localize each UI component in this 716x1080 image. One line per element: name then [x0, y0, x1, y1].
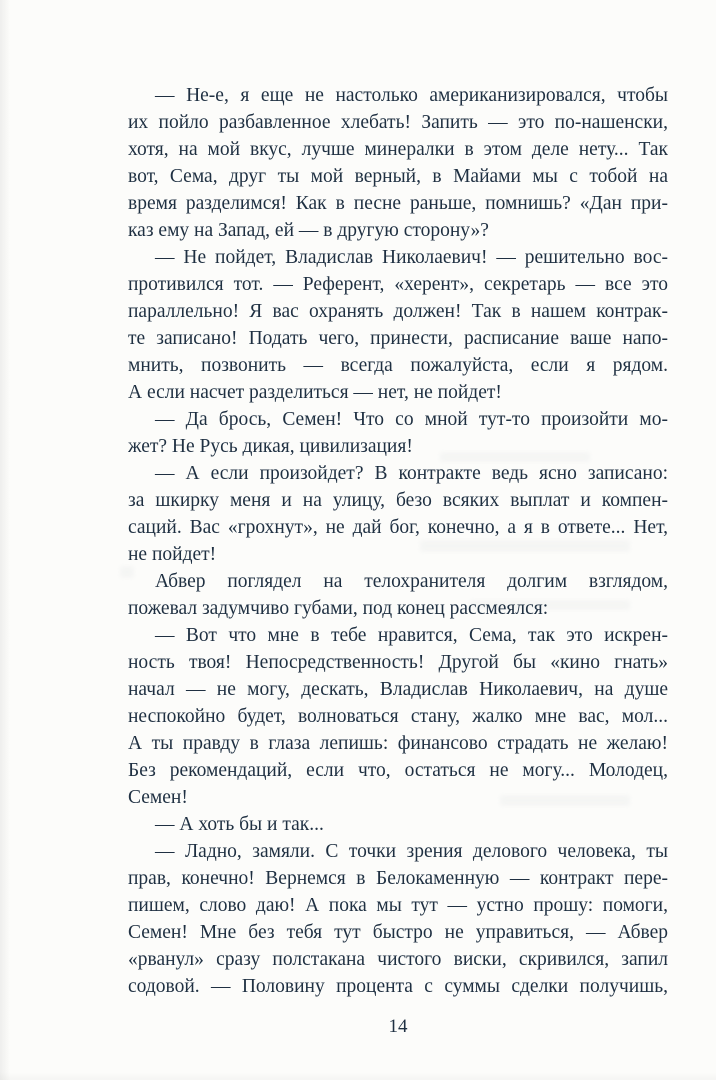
text-line: — Не-е, я еще не настолько американизировался, чтобы — [155, 85, 668, 106]
text-line: Без рекомендаций, если что, остаться не могу... Молодец, — [128, 760, 668, 781]
text-line: каз ему на Запад, ей — в другую сторону»? — [128, 220, 489, 241]
text-line: пожевал задумчиво губами, под конец рассмеялся: — [128, 598, 549, 619]
page-number: 14 — [388, 1016, 408, 1037]
paragraph — [128, 460, 668, 568]
paragraph — [128, 244, 668, 406]
text-line: начал — не могу, дескать, Владислав Николаевич, на душе — [128, 679, 668, 700]
paragraph — [128, 406, 668, 460]
text-line: противился тот. — Референт, «херент», секретарь — все это — [128, 274, 668, 295]
paragraph — [128, 82, 668, 244]
text-line: время разделимся! Как в песне раньше, помнишь? «Дан при- — [128, 193, 668, 214]
text-line: Абвер поглядел на телохранителя долгим взглядом, — [155, 571, 668, 592]
text-block — [128, 82, 668, 1000]
text-line: ность твоя! Непосредственность! Другой бы «кино гнать» — [128, 652, 668, 673]
text-line: неспокойно будет, волноваться стану, жалко мне вас, мол... — [128, 706, 668, 727]
text-line: жет? Не Русь дикая, цивилизация! — [128, 436, 413, 457]
text-line: мнить, позвонить — всегда пожалуйста, если я рядом. — [128, 355, 668, 376]
text-line: — Не пойдет, Владислав Николаевич! — решительно вос- — [155, 247, 668, 268]
text-line: «рванул» сразу полстакана чистого виски, скривился, запил — [128, 949, 668, 970]
scan-edge-shading — [0, 0, 10, 1080]
text-line: содовой. — Половину процента с суммы сделки получишь, — [128, 976, 668, 997]
text-line: параллельно! Я вас охранять должен! Так в нашем контрак- — [128, 301, 668, 322]
scan-edge-shading — [0, 1072, 716, 1080]
text-line: Семен! — [128, 787, 188, 808]
text-line: — Да брось, Семен! Что со мной тут-то произойти мо- — [155, 409, 668, 430]
text-line: А если насчет разделиться — нет, не пойдет! — [128, 382, 502, 403]
text-line: саций. Вас «грохнут», не дай бог, конечно, а я в ответе... Нет, — [128, 517, 668, 538]
text-line: Семен! Мне без тебя тут быстро не управиться, — Абвер — [128, 922, 668, 943]
text-line: вот, Сема, друг ты мой верный, в Майами мы с тобой на — [128, 166, 668, 187]
text-line: прав, конечно! Вернемся в Белокаменную — контракт пере- — [128, 868, 668, 889]
text-line: А ты правду в глаза лепишь: финансово страдать не желаю! — [128, 733, 668, 754]
paragraph — [128, 622, 668, 811]
paragraph — [128, 568, 668, 622]
paragraph — [128, 838, 668, 1000]
text-line: не пойдет! — [128, 544, 217, 565]
text-line: пишем, слово даю! А пока мы тут — устно прошу: помоги, — [128, 895, 668, 916]
text-line: — А хоть бы и так... — [155, 814, 324, 835]
text-line: их пойло разбавленное хлебать! Запить — это по-нашенски, — [128, 112, 668, 133]
text-line: — А если произойдет? В контракте ведь ясно записано: — [155, 463, 668, 484]
paragraph — [128, 811, 668, 838]
text-line: — Вот что мне в тебе нравится, Сема, так это искрен- — [155, 625, 668, 646]
text-line: хотя, на мой вкус, лучше минералки в этом деле нету... Так — [128, 139, 668, 160]
text-line: за шкирку меня и на улицу, безо всяких выплат и компен- — [128, 490, 668, 511]
text-line: — Ладно, замяли. С точки зрения делового человека, ты — [155, 841, 668, 862]
text-line: те записано! Подать чего, принести, расписание ваше напо- — [128, 328, 668, 349]
